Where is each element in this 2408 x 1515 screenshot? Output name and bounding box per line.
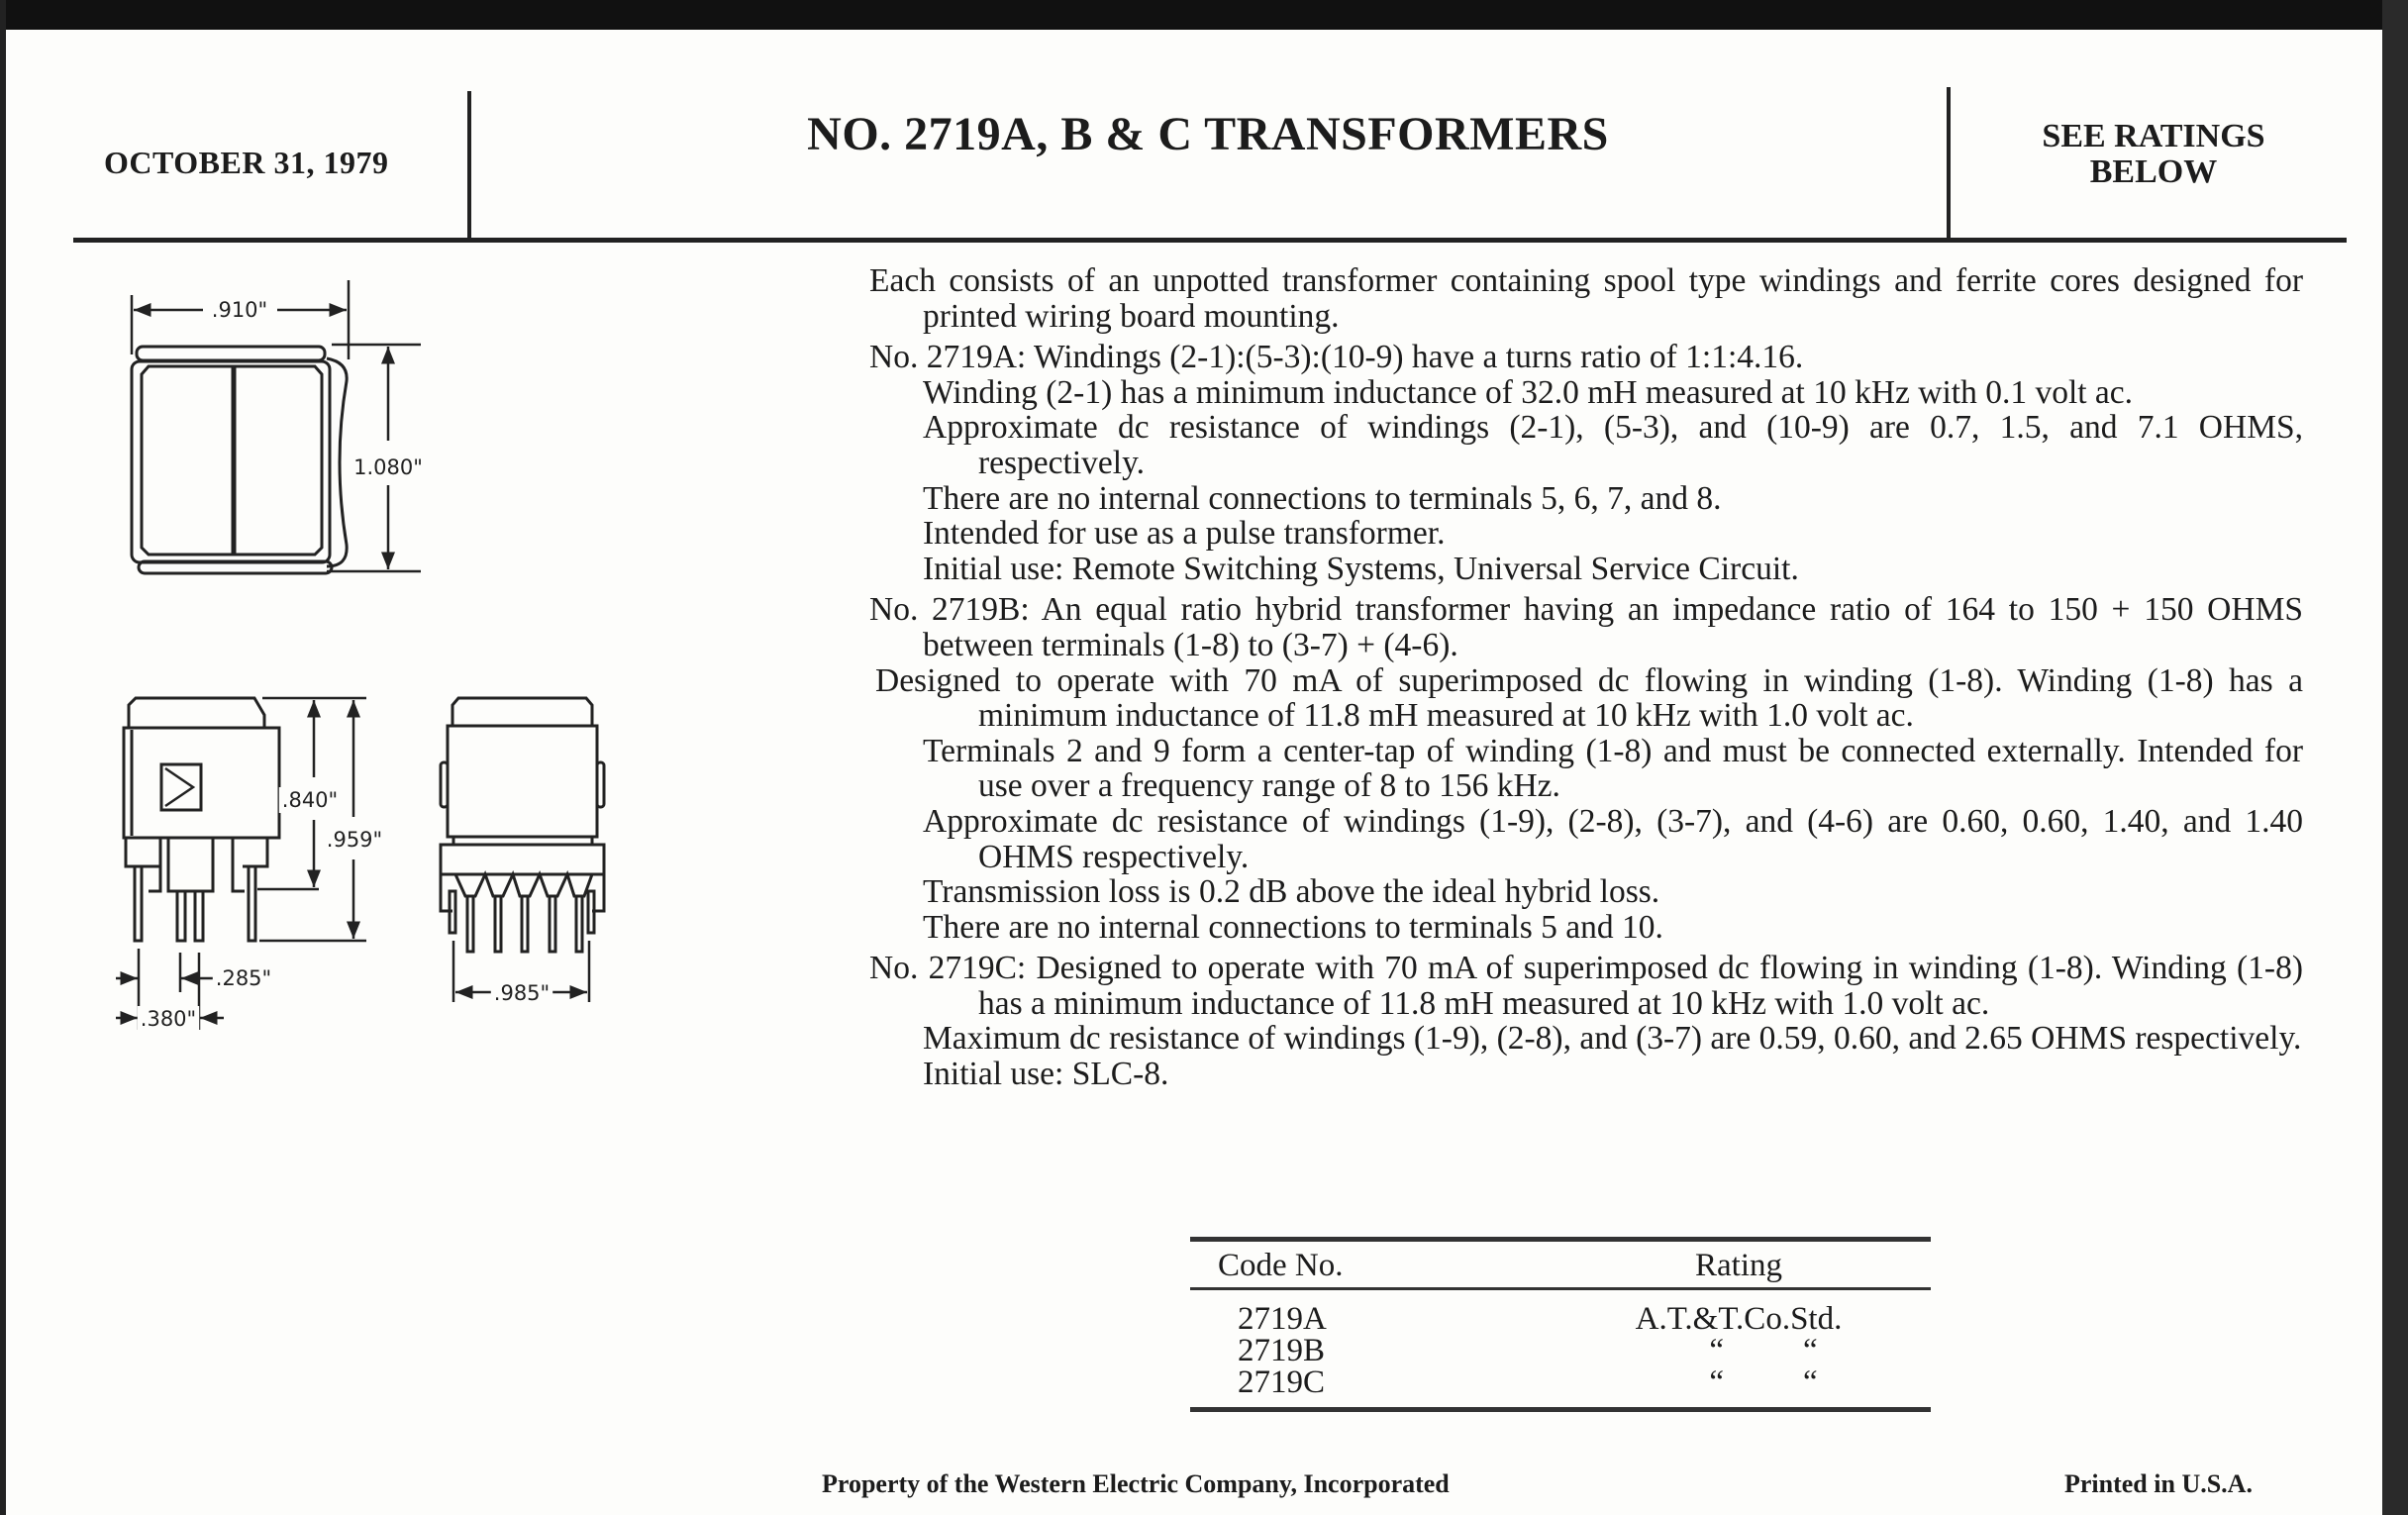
spec-line: Maximum dc resistance of windings (1-9), (2-8), and (3-7) are 0.59, 0.60, and 2.65 OHMS respectively. bbox=[923, 1020, 2302, 1058]
intro-paragraph: Each consists of an unpotted transformer containing spool type windings and ferrite cores designed for printed wiring board mounting. bbox=[869, 262, 2303, 335]
section-heading: No. 2719A: Windings (2-1):(5-3):(10-9) have a turns ratio of 1:1:4.16. bbox=[869, 339, 1804, 376]
spec-line: Approximate dc resistance of windings (2-1), (5-3), and (10-9) are 0.7, 1.5, and 7.1 OHMS, respectively. bbox=[923, 409, 2303, 481]
table-row bbox=[1190, 1365, 1931, 1399]
top-view-drawing bbox=[132, 280, 421, 573]
code-cell: 2719B bbox=[1238, 1333, 1326, 1368]
dim-pin-offset-label: .380" bbox=[140, 1007, 197, 1031]
table-rule bbox=[1190, 1407, 1931, 1412]
spec-line: Winding (2-1) has a minimum inductance of 32.0 mH measured at 10 kHz with 0.1 volt ac. bbox=[923, 373, 2134, 411]
table-header-row bbox=[1190, 1242, 1931, 1287]
spec-line: Transmission loss is 0.2 dB above the ideal hybrid loss. bbox=[923, 873, 1660, 911]
code-cell: 2719A bbox=[1238, 1301, 1327, 1337]
side-view-drawing bbox=[441, 698, 604, 1002]
spec-line: There are no internal connections to terminals 5, 6, 7, and 8. bbox=[923, 479, 1722, 517]
dim-width-label: .910" bbox=[211, 298, 268, 322]
dim-body-height-label: .840" bbox=[281, 788, 339, 812]
description-body bbox=[869, 263, 2303, 1092]
dim-overall-height-label: .959" bbox=[326, 828, 383, 852]
table-row bbox=[1190, 1333, 1931, 1368]
spec-line: Terminals 2 and 9 form a center-tap of winding (1-8) and must be connected externally. Intended for use over a frequency range of 8 to 156 kHz. bbox=[923, 732, 2303, 805]
rating-cell bbox=[1547, 1333, 1931, 1368]
section-2719a bbox=[869, 340, 2303, 586]
footer-property: Property of the Western Electric Company, Incorporated bbox=[822, 1469, 1450, 1498]
issue-date: OCTOBER 31, 1979 bbox=[104, 145, 389, 180]
table-body bbox=[1190, 1290, 1931, 1407]
ditto-mark: “ bbox=[1709, 1333, 1724, 1368]
spec-line: Designed to operate with 70 mA of superimposed dc flowing in winding (1-8). Winding (1-8) has a minimum inductance of 11.8 mH measured at 10 kHz with 1.0 volt ac. bbox=[875, 661, 2303, 735]
section-2719b bbox=[869, 592, 2303, 945]
column-header-rating: Rating bbox=[1695, 1248, 1782, 1283]
ditto-mark: “ bbox=[1803, 1364, 1818, 1400]
column-header-code: Code No. bbox=[1218, 1248, 1344, 1283]
section-heading: No. 2719C: Designed to operate with 70 mA of superimposed dc flowing in winding (1-8). Winding (1-8) has a minimum inductance of 11.8 mH measured at 10 kHz with 1.0 volt ac. bbox=[869, 950, 2303, 1022]
table-row bbox=[1190, 1302, 1931, 1336]
footer-printed: Printed in U.S.A. bbox=[2064, 1469, 2253, 1498]
dim-height-label: 1.080" bbox=[353, 455, 423, 479]
spec-line: Initial use: Remote Switching Systems, Universal Service Circuit. bbox=[923, 550, 1799, 587]
spec-line: There are no internal connections to terminals 5 and 10. bbox=[923, 908, 1663, 946]
dim-pin-span-label: .985" bbox=[493, 981, 551, 1005]
spec-line: Initial use: SLC-8. bbox=[923, 1056, 1169, 1093]
spec-line: Approximate dc resistance of windings (1-9), (2-8), (3-7), and (4-6) are 0.60, 0.60, 1.40, and 1.40 OHMS respectively. bbox=[923, 802, 2303, 875]
page-title: NO. 2719A, B & C TRANSFORMERS bbox=[807, 108, 1609, 160]
ratings-table bbox=[1190, 1237, 1931, 1412]
rating-cell bbox=[1547, 1365, 1931, 1399]
code-cell: 2719C bbox=[1238, 1364, 1326, 1400]
ratings-note-line: BELOW bbox=[2089, 153, 2218, 190]
ratings-note-line: SEE RATINGS bbox=[2042, 118, 2265, 154]
ditto-mark: “ bbox=[1803, 1333, 1818, 1368]
ditto-mark: “ bbox=[1709, 1364, 1724, 1400]
dim-pin-spacing-label: .285" bbox=[215, 966, 272, 990]
spec-line: Intended for use as a pulse transformer. bbox=[923, 515, 1446, 553]
rating-cell: A.T.&T.Co.Std. bbox=[1635, 1301, 1843, 1337]
section-2719c bbox=[869, 951, 2303, 1091]
section-heading: No. 2719B: An equal ratio hybrid transformer having an impedance ratio of 164 to 150 + 150 OHMS between terminals (1-8) to (3-7) + (4-6). bbox=[869, 591, 2303, 663]
